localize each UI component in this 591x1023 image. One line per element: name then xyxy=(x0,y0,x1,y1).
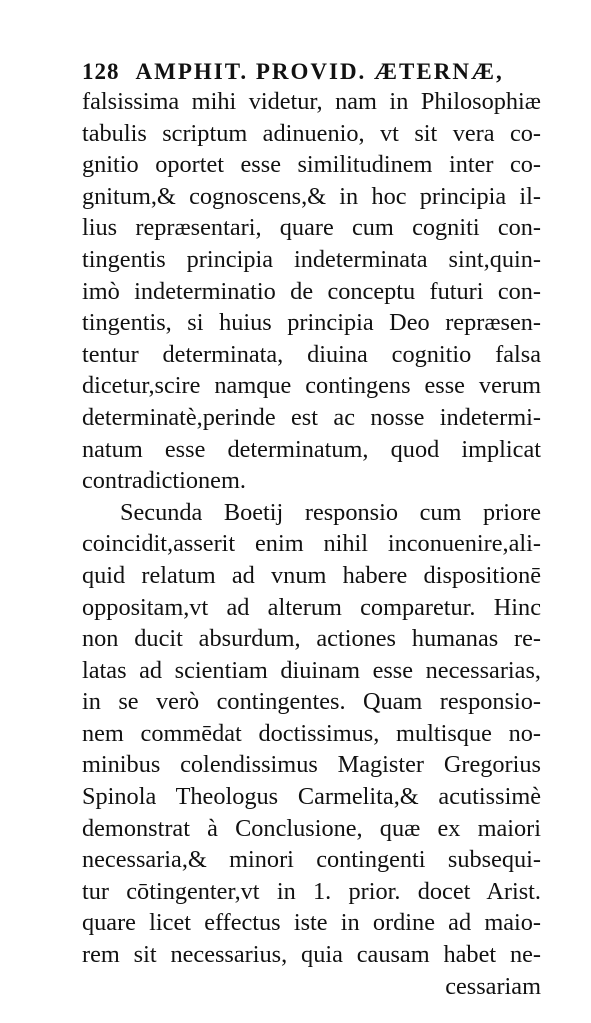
paragraph-1 xyxy=(82,86,541,497)
text-line: determinatè,perinde est ac nosse indetermi- xyxy=(82,403,541,431)
text-line: oppositam,vt ad alterum comparetur. Hinc xyxy=(82,593,541,621)
text-line: Secunda Boetij responsio cum priore xyxy=(120,498,541,526)
text-line: natum esse determinatum, quod implicat xyxy=(82,435,541,463)
text-line: necessaria,& minori contingenti subsequi- xyxy=(82,846,541,874)
running-head xyxy=(82,58,541,86)
text-line: tingentis principia indeterminata sint,quin- xyxy=(82,245,541,273)
text-line: nem commēdat doctissimus, multisque no- xyxy=(82,719,541,747)
text-line: minibus colendissimus Magister Gregorius xyxy=(82,751,541,779)
text-line: gnitum,& cognoscens,& in hoc principia il- xyxy=(82,182,541,210)
text-line: falsissima mihi videtur, nam in Philosophiæ xyxy=(82,88,541,115)
text-line: latas ad scientiam diuinam esse necessarias, xyxy=(82,656,541,684)
text-line: lius repræsentari, quare cum cogniti con- xyxy=(82,214,541,242)
text-line: tentur determinata, diuina cognitio falsa xyxy=(82,340,541,368)
text-line: in se verò contingentes. Quam responsio- xyxy=(82,688,541,716)
text-line: quare licet effectus iste in ordine ad maio- xyxy=(82,909,541,937)
text-line: coincidit,asserit enim nihil inconuenire,ali- xyxy=(82,530,541,558)
text-line: tingentis, si huius principia Deo repræsen- xyxy=(82,309,541,337)
text-line: demonstrat à Conclusione, quæ ex maiori xyxy=(82,814,541,842)
running-title: AMPHIT. PROVID. ÆTERNÆ, xyxy=(135,59,504,84)
paragraph-2 xyxy=(82,497,541,971)
text-line: tur cōtingenter,vt in 1. prior. docet Arist. xyxy=(82,877,541,905)
text-line: Spinola Theologus Carmelita,& acutissimè xyxy=(82,783,541,811)
text-line: tabulis scriptum adinuenio, vt sit vera co- xyxy=(82,119,541,147)
catchword: cessariam xyxy=(445,972,541,1000)
page-number: 128 xyxy=(82,59,120,84)
text-line: gnitio oportet esse similitudinem inter co- xyxy=(82,151,541,179)
text-line: imò indeterminatio de conceptu futuri con- xyxy=(82,277,541,305)
text-line: non ducit absurdum, actiones humanas re- xyxy=(82,625,541,653)
text-line: dicetur,scire namque contingens esse verum xyxy=(82,372,541,400)
text-line: rem sit necessarius, quia causam habet ne- xyxy=(82,941,541,969)
text-line: contradictionem. xyxy=(82,467,246,495)
text-line: quid relatum ad vnum habere dispositionē xyxy=(82,561,541,589)
body-text xyxy=(82,86,541,1002)
